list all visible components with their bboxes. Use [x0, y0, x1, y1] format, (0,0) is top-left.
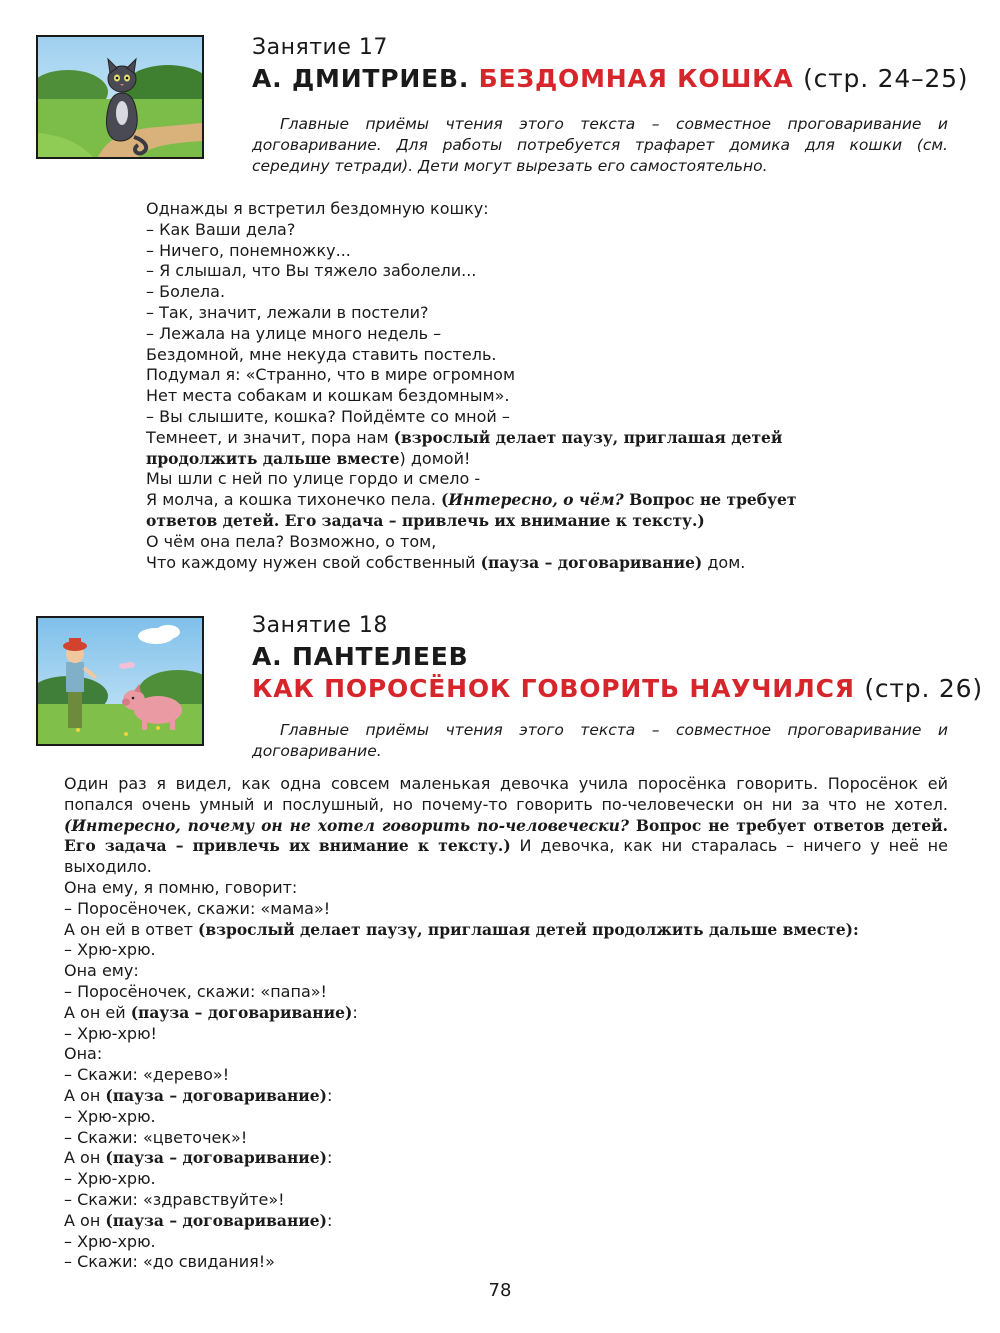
- poem-line: – Лежала на улице много недель –: [146, 323, 442, 343]
- poem-line: – Вы слышите, кошка? Пойдёмте со мной –: [146, 406, 510, 426]
- teacher-note: продолжить дальше вместе: [146, 448, 400, 468]
- teacher-note: Вопрос не требует ответов детей. Его задача – привлечь их внимание к тексту.): [64, 815, 948, 856]
- poem-line: – Как Ваши дела?: [146, 219, 296, 239]
- story-line: – Скажи: «до свидания!»: [64, 1252, 275, 1272]
- piglet-illustration: [36, 616, 204, 746]
- poem-line: Я молча, а кошка тихонечко пела. (Интересно, о чём? Вопрос не требует: [146, 490, 797, 510]
- poem-line: – Ничего, понемножку...: [146, 240, 351, 260]
- teacher-note: (взрослый делает паузу, приглашая детей: [393, 427, 783, 447]
- lesson-17-intro: Главные приёмы чтения этого текста – совместное проговаривание и договаривание. Для работы потребуется трафарет домика для кошки (см. середину тетради). Дети могут вырезать его самостоятельно.: [252, 115, 948, 175]
- teacher-note: (пауза – договаривание): [480, 552, 703, 572]
- story-line: Она ему:: [64, 961, 139, 981]
- story-line: А он ей (пауза – договаривание):: [64, 1002, 358, 1022]
- poem-line: Нет места собакам и кошкам бездомным».: [146, 386, 510, 406]
- teacher-question: (Интересно, почему он не хотел говорить по-человечески?: [64, 815, 629, 835]
- teacher-note: Вопрос не требует: [623, 490, 797, 510]
- story-line: А он (пауза – договаривание):: [64, 1148, 333, 1168]
- lesson-18-intro: Главные приёмы чтения этого текста – совместное проговаривание и договаривание.: [252, 721, 948, 760]
- poem-line: Однажды я встретил бездомную кошку:: [146, 199, 489, 218]
- story-line: А он (пауза – договаривание):: [64, 1085, 333, 1105]
- lesson-18-label: Занятие 18: [252, 613, 388, 638]
- teacher-note: (пауза – договаривание): [130, 1002, 353, 1022]
- story-line: – Хрю-хрю.: [64, 1169, 156, 1189]
- teacher-note: ответов детей. Его задача – привлечь их внимание к тексту.): [146, 510, 705, 530]
- story-line: – Скажи: «цветочек»!: [64, 1127, 248, 1147]
- story-line: – Скажи: «здравствуйте»!: [64, 1189, 285, 1209]
- story-line: – Хрю-хрю.: [64, 1231, 156, 1251]
- teacher-note: (взрослый делает паузу, приглашая детей продолжить дальше вместе):: [198, 919, 859, 939]
- lesson-18-author: А. ПАНТЕЛЕЕВ: [252, 642, 469, 671]
- story-line: Она:: [64, 1044, 103, 1064]
- lesson-18-heading: [252, 611, 983, 705]
- story-line: – Поросёночек, скажи: «папа»!: [64, 981, 327, 1001]
- poem-line: Подумал я: «Странно, что в мире огромном: [146, 365, 516, 385]
- story-line: – Хрю-хрю!: [64, 1023, 157, 1043]
- lesson-18-work-title: КАК ПОРОСЁНОК ГОВОРИТЬ НАУЧИЛСЯ: [252, 674, 855, 703]
- teacher-note: (пауза – договаривание): [105, 1148, 327, 1168]
- teacher-question: Интересно, о чём?: [448, 490, 624, 510]
- poem-line: – Я слышал, что Вы тяжело заболели...: [146, 261, 477, 281]
- story-line: – Поросёночек, скажи: «мама»!: [64, 898, 331, 918]
- story-line: Она ему, я помню, говорит:: [64, 877, 298, 897]
- story-line: – Хрю-хрю.: [64, 1106, 156, 1126]
- teacher-note: (пауза – договаривание): [105, 1085, 327, 1105]
- lesson-18-title: [252, 673, 983, 705]
- lesson-17-label: Занятие 17: [252, 35, 388, 60]
- story-line: – Хрю-хрю.: [64, 940, 156, 960]
- lesson-17-pages: (стр. 24–25): [803, 64, 969, 93]
- lesson-17-work-title: БЕЗДОМНАЯ КОШКА: [478, 64, 794, 93]
- story-line: А он (пауза – договаривание):: [64, 1210, 333, 1230]
- page-number: 78: [488, 1280, 512, 1301]
- lesson-17-author: А. ДМИТРИЕВ.: [252, 64, 470, 93]
- poem-line: Темнеет, и значит, пора нам (взрослый делает паузу, приглашая детей: [146, 427, 783, 447]
- poem-line: Что каждому нужен свой собственный (пауза – договаривание) дом.: [146, 552, 746, 572]
- poem-line: – Болела.: [146, 282, 226, 302]
- story-line: А он ей в ответ (взрослый делает паузу, приглашая детей продолжить дальше вместе):: [64, 919, 859, 939]
- teacher-note: (пауза – договаривание): [105, 1210, 327, 1230]
- poem-line: Бездомной, мне некуда ставить постель.: [146, 344, 497, 364]
- cat-illustration: [36, 35, 204, 159]
- lesson-17-heading: [252, 33, 968, 95]
- poem-line: [146, 511, 797, 532]
- lesson-17-poem: [146, 199, 797, 573]
- poem-line: продолжить дальше вместе) домой!: [146, 448, 471, 468]
- poem-line: – Так, значит, лежали в постели?: [146, 302, 429, 322]
- poem-line: Мы шли с ней по улице гордо и смело -: [146, 469, 481, 489]
- lesson-18-story: [64, 774, 948, 1273]
- story-line: – Скажи: «дерево»!: [64, 1065, 230, 1085]
- story-paragraph: Один раз я видел, как одна совсем маленькая девочка учила поросёнка говорить. Поросёнок ей попался очень умный и послушный, но почему-то говорить по-человечески он ни за что не хотел. (Интересно, почему он не хотел говорить по-человечески? Вопрос не требует ответов детей. Его задача – привлечь их внимание к тексту.) И девочка, как ни старалась – ничего у неё не выходило.: [64, 774, 948, 877]
- lesson-18-pages: (стр. 26): [864, 674, 983, 703]
- poem-line: О чём она пела? Возможно, о том,: [146, 531, 437, 551]
- lesson-17-title: [252, 63, 968, 95]
